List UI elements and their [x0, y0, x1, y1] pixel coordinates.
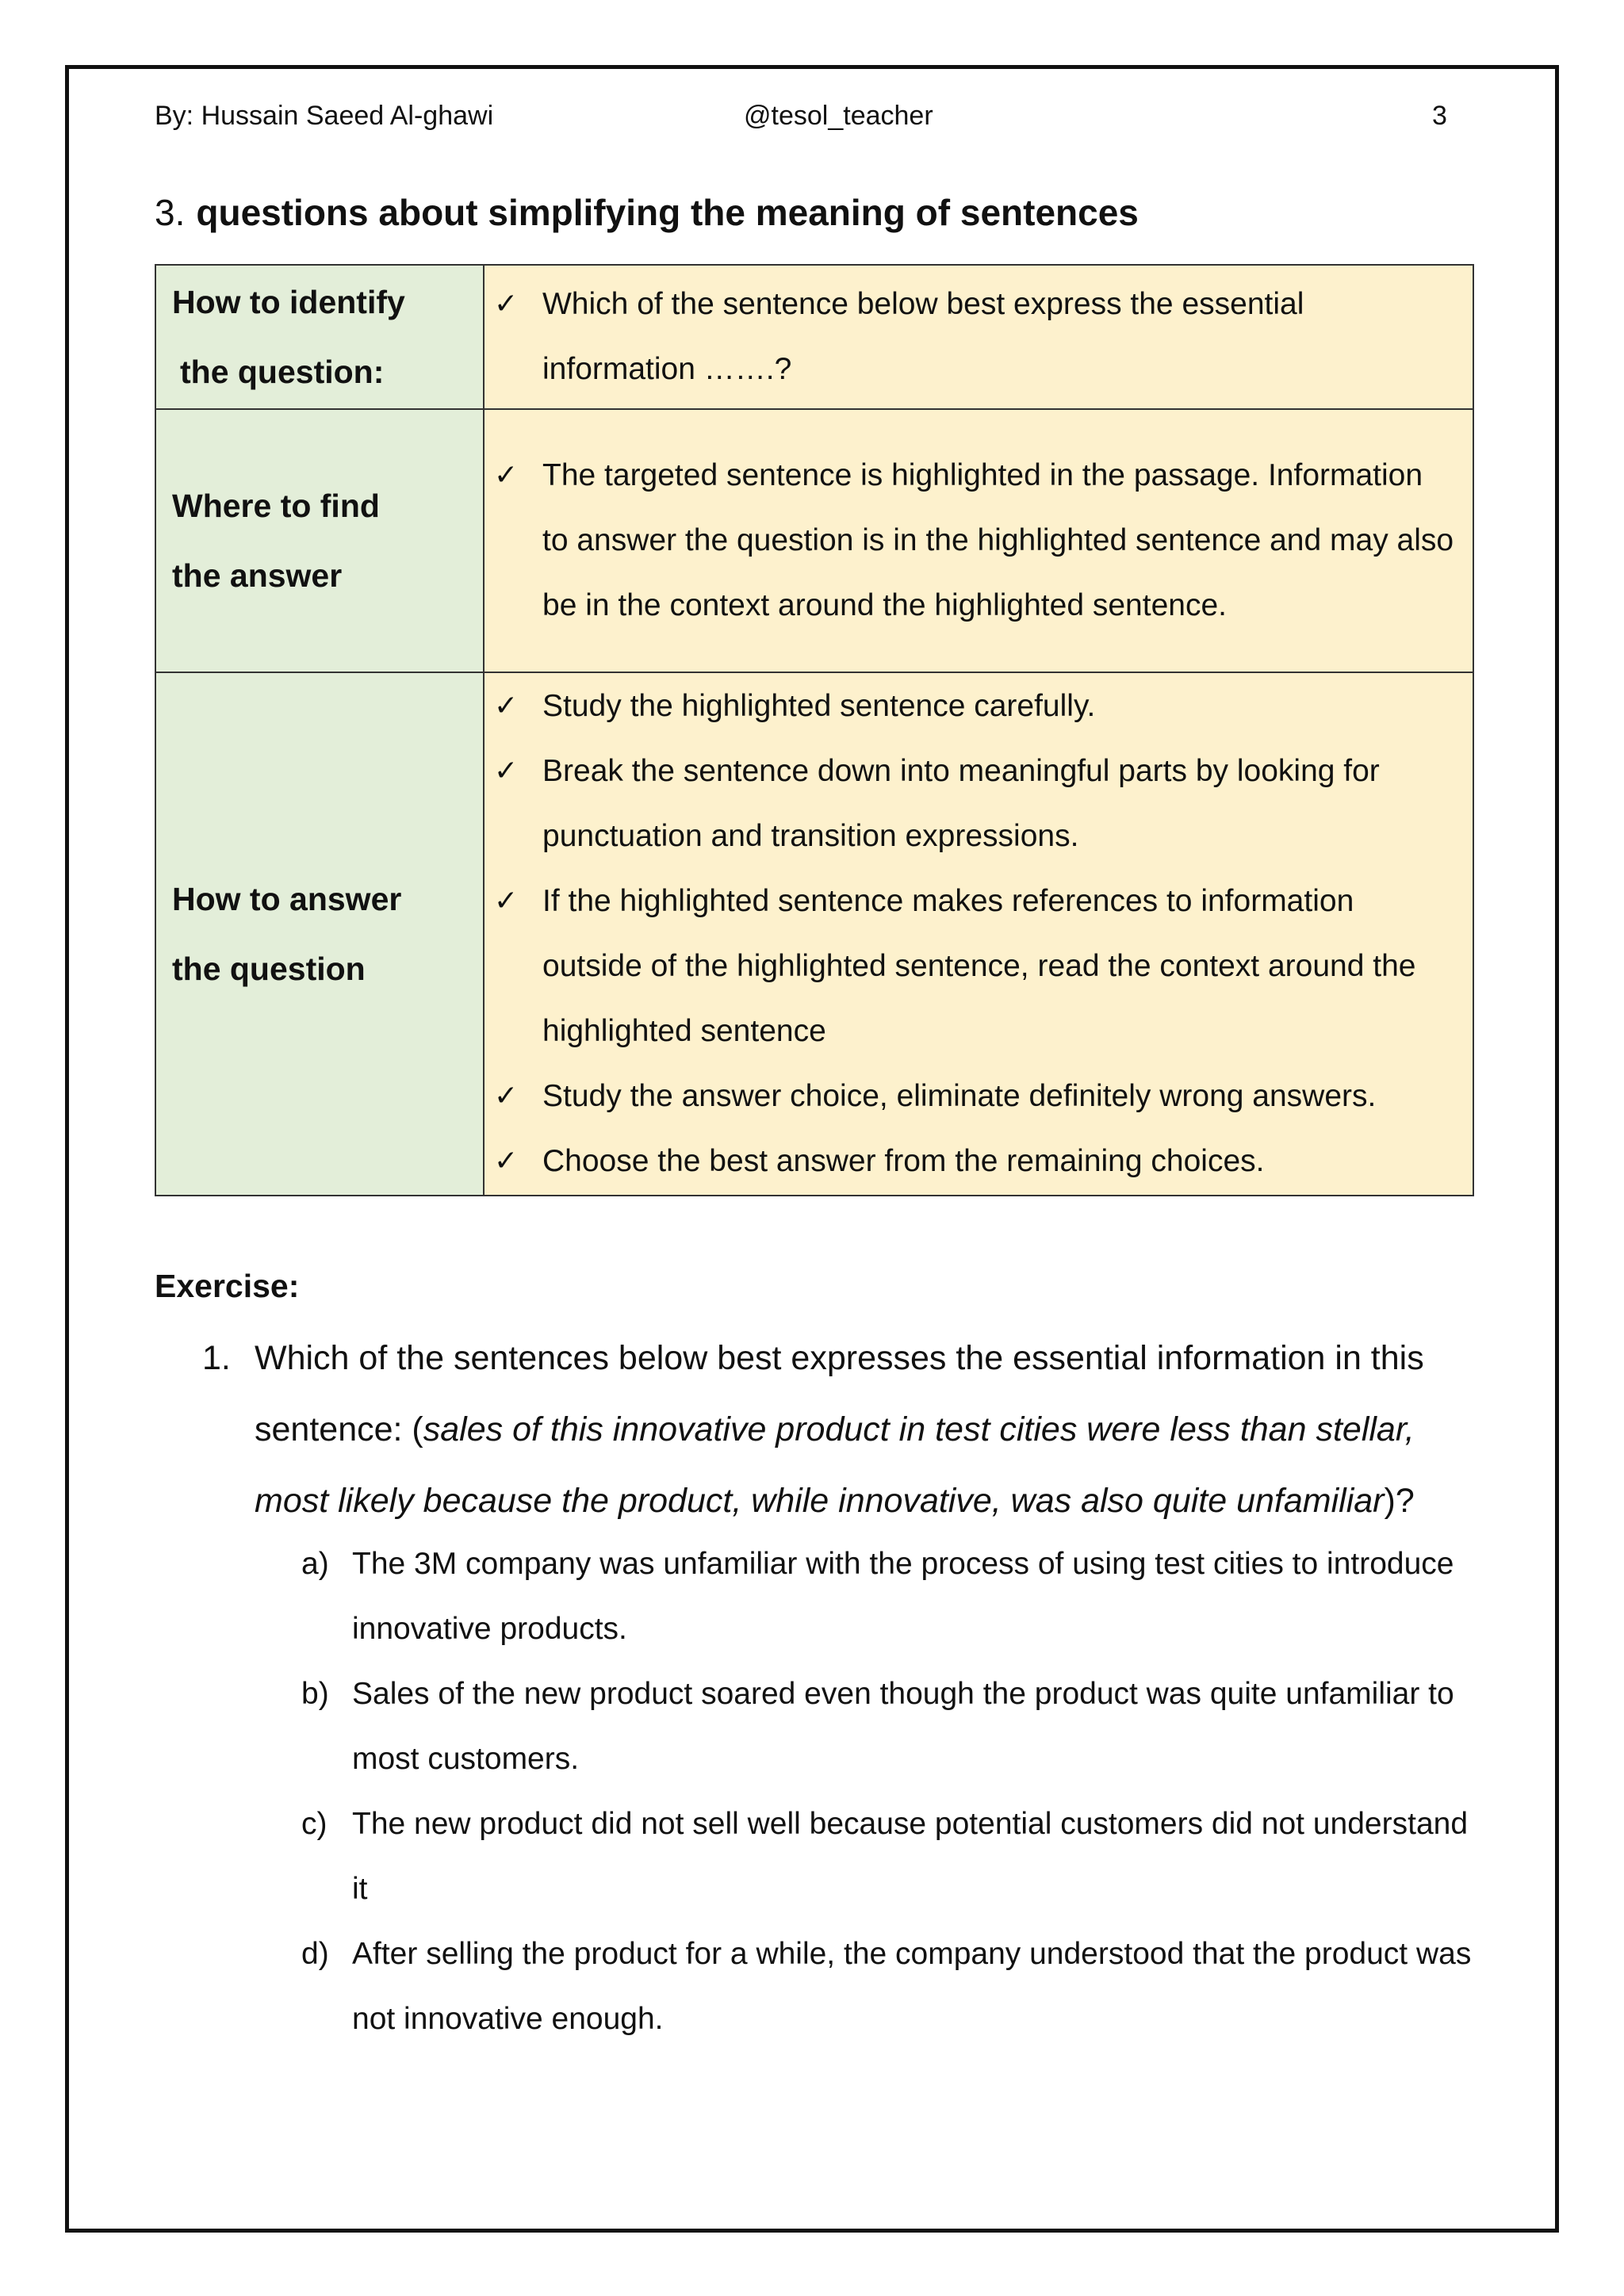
row-label-line: How to answer — [172, 881, 402, 917]
section-number: 3. — [155, 192, 186, 233]
question-number: 1. — [202, 1339, 231, 1377]
table-row — [155, 265, 1473, 409]
list-item — [485, 739, 1457, 869]
list-item — [485, 443, 1457, 638]
answer-options — [301, 1532, 1475, 2052]
check-icon: ✓ — [494, 690, 519, 722]
answer-option — [301, 1662, 1475, 1792]
option-letter: c) — [301, 1807, 327, 1841]
question-tail: )? — [1384, 1482, 1415, 1520]
list-item — [485, 674, 1457, 739]
answer-option — [301, 1532, 1475, 1662]
bullet-text: Study the answer choice, eliminate definitely wrong answers. — [542, 1079, 1377, 1113]
row-content — [484, 409, 1473, 672]
question-text — [202, 1322, 1487, 1536]
row-label — [155, 672, 484, 1196]
question-quoted-sentence: sales of this innovative product in test cities were less than stellar, most likely because the product, while innovative, was also quite unfamiliar — [255, 1410, 1415, 1520]
table-row — [155, 409, 1473, 672]
row-content — [484, 672, 1473, 1196]
row-content — [484, 265, 1473, 409]
option-letter: a) — [301, 1547, 329, 1581]
check-icon: ✓ — [494, 288, 519, 320]
guide-table — [155, 264, 1474, 1196]
row-label-line: Where to find — [172, 488, 380, 524]
option-text: After selling the product for a while, the company understood that the product was not innovative enough. — [352, 1937, 1472, 2036]
check-icon: ✓ — [494, 885, 519, 917]
option-text: The new product did not sell well because potential customers did not understand it — [352, 1807, 1469, 1906]
option-text: The 3M company was unfamiliar with the process of using test cities to introduce innovative products. — [352, 1547, 1454, 1646]
table-row — [155, 672, 1473, 1196]
row-label-line: the question — [172, 951, 366, 987]
option-text: Sales of the new product soared even though the product was quite unfamiliar to most customers. — [352, 1677, 1454, 1776]
row-label-line: the answer — [172, 557, 343, 594]
check-icon: ✓ — [494, 1080, 519, 1112]
row-label-line: the question: — [180, 354, 385, 390]
exercise-question — [202, 1322, 1487, 1536]
bullet-text: Study the highlighted sentence carefully. — [542, 689, 1096, 723]
bullet-text: Which of the sentence below best express the essential information …….? — [542, 287, 1304, 386]
answer-option — [301, 1792, 1475, 1922]
row-label — [155, 265, 484, 409]
answer-option — [301, 1922, 1475, 2052]
section-title-text: questions about simplifying the meaning of sentences — [196, 192, 1139, 233]
check-icon: ✓ — [494, 755, 519, 787]
bullet-text: If the highlighted sentence makes references to information outside of the highlighted sentence, read the context around the highlighted sentence — [542, 884, 1416, 1048]
bullet-text: Choose the best answer from the remaining choices. — [542, 1144, 1265, 1178]
list-item — [485, 272, 1457, 402]
header-author: By: Hussain Saeed Al-ghawi — [155, 101, 494, 131]
bullet-text: The targeted sentence is highlighted in the passage. Information to answer the question is in the highlighted sentence and may also be in the context around the highlighted sentence. — [542, 458, 1454, 622]
section-title — [155, 189, 1139, 236]
list-item — [485, 1064, 1457, 1129]
option-letter: d) — [301, 1937, 329, 1971]
list-item — [485, 869, 1457, 1064]
bullet-text: Break the sentence down into meaningful parts by looking for punctuation and transition expressions. — [542, 754, 1380, 853]
page-number: 3 — [1432, 101, 1447, 131]
row-label-line: How to identify — [172, 284, 405, 320]
option-letter: b) — [301, 1677, 329, 1711]
check-icon: ✓ — [494, 1145, 519, 1177]
exercise-heading: Exercise: — [155, 1268, 300, 1304]
list-item — [485, 1129, 1457, 1194]
header-handle: @tesol_teacher — [744, 101, 933, 131]
check-icon: ✓ — [494, 459, 519, 492]
question-lead: Which of the sentences below best expresses the essential information in this sentence: ( — [255, 1339, 1424, 1448]
row-label — [155, 409, 484, 672]
